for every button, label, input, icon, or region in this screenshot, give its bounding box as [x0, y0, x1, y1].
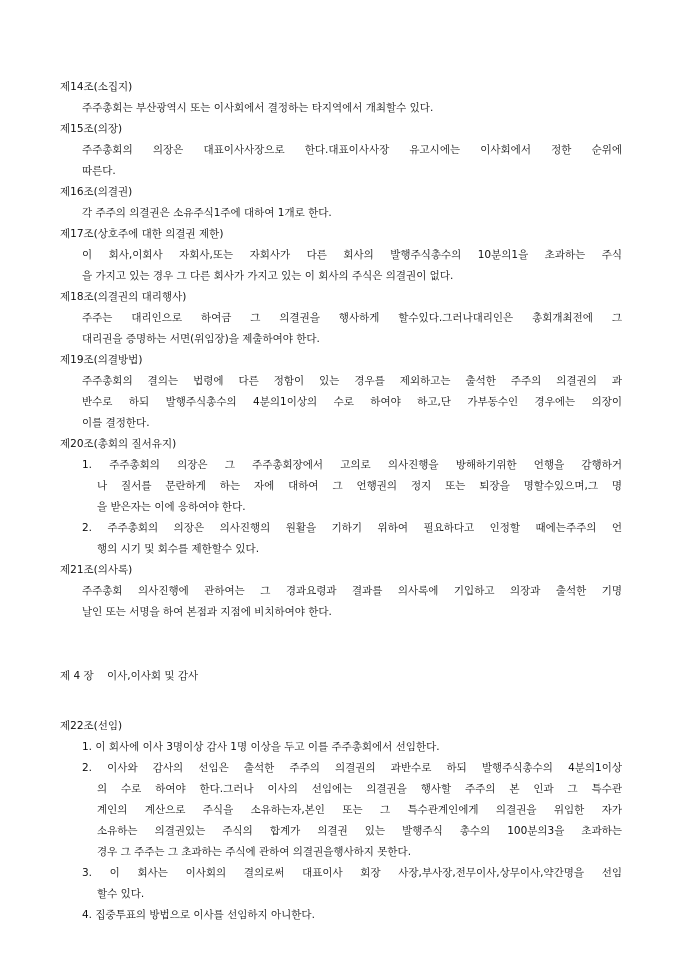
article-20-item-1: 1. 주주총회의 의장은 그 주주총회장에서 고의로 의사진행을 방해하기위한 언행을 감행하거	[82, 459, 622, 471]
article-16-text: 각 주주의 의결권은 소유주식1주에 대하여 1개로 한다.	[82, 207, 332, 219]
article-19-title: 제19조(의결방법)	[60, 354, 143, 366]
article-22-title: 제22조(선임)	[60, 720, 123, 732]
article-22-item-3: 3. 이 회사는 이사회의 결의로써 대표이사 회장 사장,부사장,전무이사,상무이사,약간명을 선임	[82, 867, 622, 879]
article-20-title: 제20조(총회의 질서유지)	[60, 438, 177, 450]
article-15-title: 제15조(의장)	[60, 123, 123, 135]
article-14-title: 제14조(소집지)	[60, 81, 133, 93]
article-18-text: 대리권을 증명하는 서면(위임장)을 제출하여야 한다.	[82, 333, 320, 345]
article-15-text: 주주총회의 의장은 대표이사사장으로 한다.대표이사사장 유고시에는 이사회에서 정한 순위에	[82, 144, 622, 156]
article-15-text: 따른다.	[82, 165, 116, 177]
article-19-text: 주주총회의 결의는 법령에 다른 정함이 있는 경우를 제외하고는 출석한 주주의 의결권의 과	[82, 375, 622, 387]
article-21-text: 주주총회 의사진행에 관하여는 그 경과요령과 결과를 의사록에 기입하고 의장과 출석한 기명	[82, 585, 622, 597]
article-19-text: 이를 결정한다.	[82, 417, 150, 429]
article-22-item-1: 1. 이 회사에 이사 3명이상 감사 1명 이상을 두고 이를 주주총회에서 선임한다.	[82, 741, 440, 753]
article-20-item-1-cont: 을 받은자는 이에 응하여야 한다.	[97, 501, 246, 513]
article-17-text: 이 회사,이회사 자회사,또는 자회사가 다른 회사의 발행주식총수의 10분의1을 초과하는 주식	[82, 249, 622, 261]
article-18-text: 주주는 대리인으로 하여금 그 의결권을 행사하게 할수있다.그러나대리인은 총회개최전에 그	[82, 312, 622, 324]
article-21-title: 제21조(의사록)	[60, 564, 133, 576]
article-22-item-2: 2. 이사와 감사의 선임은 출석한 주주의 의결권의 과반수로 하되 발행주식총수의 4분의1이상	[82, 762, 622, 774]
article-22-item-2-cont: 소유하는 의결권있는 주식의 합계가 의결권 있는 발행주식 총수의 100분의3을 초과하는	[97, 825, 622, 837]
article-20-item-2-cont: 행의 시기 및 회수를 제한할수 있다.	[97, 543, 260, 555]
article-22-item-3-cont: 할수 있다.	[97, 888, 145, 900]
article-17-title: 제17조(상호주에 대한 의결권 제한)	[60, 228, 224, 240]
article-22-item-2-cont: 경우 그 주주는 그 초과하는 주식에 관하여 의결권을행사하지 못한다.	[97, 846, 412, 858]
article-16-title: 제16조(의결권)	[60, 186, 133, 198]
article-20-item-1-cont: 나 질서를 문란하게 하는 자에 대하여 그 언행권의 정지 또는 퇴장을 명할수있으며,그 명	[97, 480, 622, 492]
article-19-text: 반수로 하되 발행주식총수의 4분의1이상의 수로 하여야 하고,단 가부동수인 경우에는 의장이	[82, 396, 622, 408]
article-21-text: 날인 또는 서명을 하여 본점과 지점에 비치하여야 한다.	[82, 606, 332, 618]
article-14-text: 주주총회는 부산광역시 또는 이사회에서 결정하는 타지역에서 개최할수 있다.	[82, 102, 434, 114]
article-17-text: 을 가지고 있는 경우 그 다른 회사가 가지고 있는 이 회사의 주식은 의결권이 없다.	[82, 270, 454, 282]
article-18-title: 제18조(의결권의 대리행사)	[60, 291, 187, 303]
article-22-item-2-cont: 계인의 계산으로 주식을 소유하는자,본인 또는 그 특수관계인에게 의결권을 위임한 자가	[97, 804, 622, 816]
chapter-title: 제 4 장 이사,이사회 및 감사	[60, 670, 199, 682]
article-20-item-2: 2. 주주총회의 의장은 의사진행의 원활을 기하기 위하여 필요하다고 인정할 때에는주주의 언	[82, 522, 622, 534]
article-22-item-4: 4. 집중투표의 방법으로 이사를 선임하지 아니한다.	[82, 909, 315, 921]
article-22-item-2-cont: 의 수로 하여야 한다.그러나 이사의 선임에는 의결권을 행사할 주주의 본 인과 그 특수관	[97, 783, 622, 795]
